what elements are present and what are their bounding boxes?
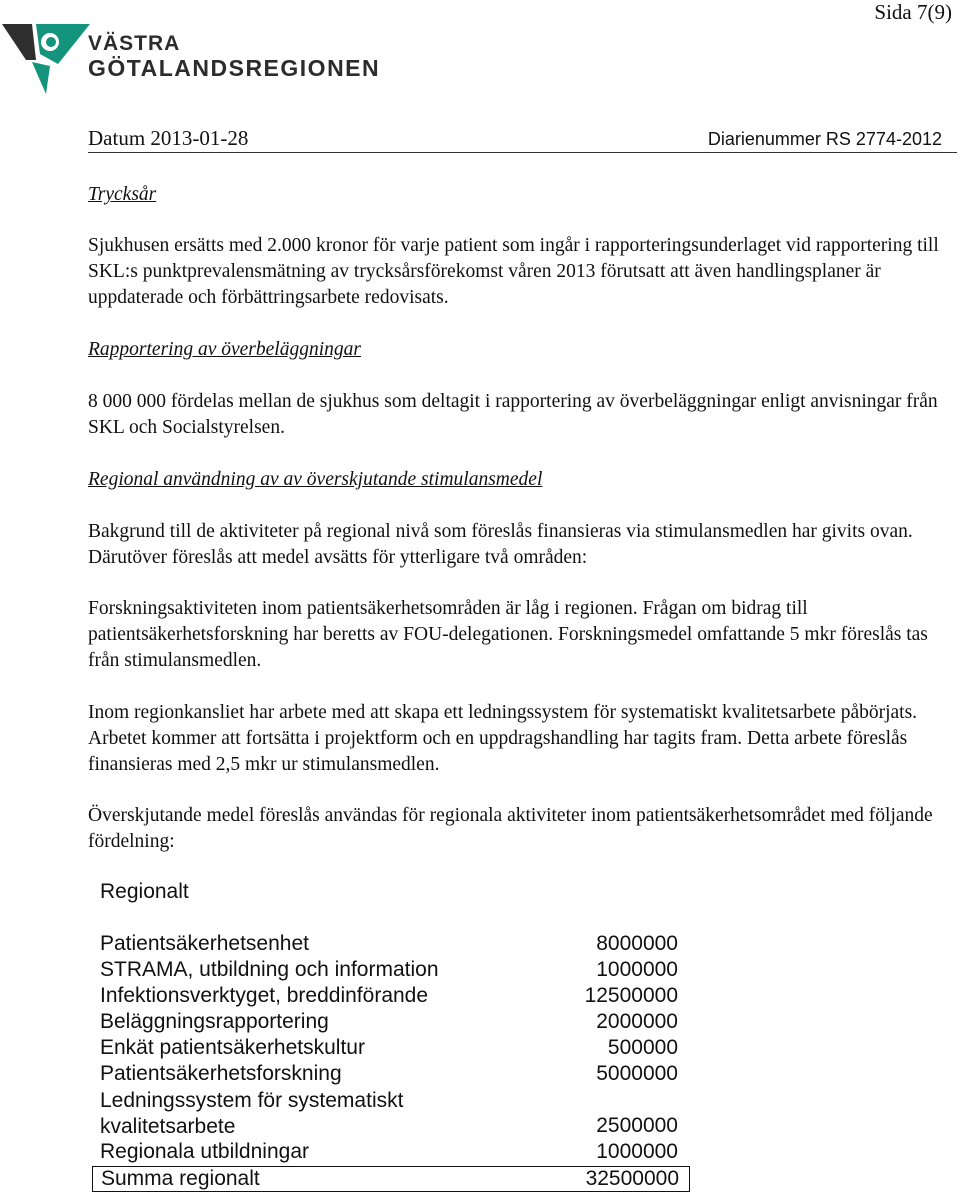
row-value: 5000000: [596, 1062, 678, 1085]
section-heading-trycksar: Trycksår: [88, 184, 157, 205]
row-label: Regionala utbildningar: [100, 1140, 309, 1163]
row-value: 1000000: [596, 1140, 678, 1163]
table-row: [92, 1062, 688, 1088]
logo-mark-icon: [2, 20, 92, 100]
row-label: Beläggningsrapportering: [100, 1010, 329, 1033]
paragraph-overbelaggningar: 8 000 000 fördelas mellan de sjukhus som deltagit i rapportering av överbeläggningar enligt anvisningar från SKL och Socialstyrelsen.: [88, 391, 938, 438]
document-date: Datum 2013-01-28: [88, 126, 249, 150]
row-label: Infektionsverktyget, breddinförande: [100, 984, 429, 1007]
paragraph-research: Forskningsaktiviteten inom patientsäkerhetsområden är låg i regionen. Frågan om bidrag till patientsäkerhetsforskning har beretts av FOU-delegationen. Forskningsmedel omfattande 5 mkr föreslås tas från stimulansmedlen.: [88, 598, 928, 671]
row-label-line2: kvalitetsarbete: [100, 1115, 236, 1138]
table-row: [92, 984, 688, 1010]
table-row: [92, 1036, 688, 1062]
row-value: 1000000: [596, 958, 678, 981]
paragraph-regional-background: Bakgrund till de aktiviteter på regional nivå som föreslås finansieras via stimulansmedlen har givits ovan. Därutöver föreslås att medel avsätts för ytterligare två områden:: [88, 521, 913, 568]
paragraph-management-system: Inom regionkansliet har arbete med att skapa ett ledningssystem för systematiskt kvalitetsarbete påbörjats. Arbetet kommer att fortsätta i projektform och en uppdragshandling har tagits fram. Detta arbete föreslås finansieras med 2,5 mkr ur stimulansmedlen.: [88, 702, 918, 775]
table-row: [92, 958, 688, 984]
logo-text-line2: GÖTALANDSREGIONEN: [88, 55, 381, 81]
row-label: Patientsäkerhetsforskning: [100, 1062, 342, 1085]
table-row: [92, 932, 688, 958]
table-total-row: [92, 1166, 690, 1192]
section-heading-regional: Regional användning av av överskjutande stimulansmedel: [88, 469, 543, 490]
row-label: Patientsäkerhetsenhet: [100, 932, 309, 955]
row-value: 8000000: [596, 932, 678, 955]
section-heading-overbelaggningar: Rapportering av överbeläggningar: [88, 339, 361, 360]
page-number: Sida 7(9): [874, 0, 952, 24]
table-title: Regionalt: [100, 880, 189, 903]
row-label: Enkät patientsäkerhetskultur: [100, 1036, 365, 1059]
logo-text-line1: VÄSTRA: [88, 32, 181, 55]
row-value: 2000000: [596, 1010, 678, 1033]
diary-number: Diarienummer RS 2774-2012: [707, 129, 942, 149]
total-value: 32500000: [585, 1167, 679, 1190]
header-divider: [88, 152, 957, 153]
paragraph-distribution: Överskjutande medel föreslås användas för regionala aktiviteter inom patientsäkerhetsområdet med följande fördelning:: [88, 805, 933, 852]
table-row: [92, 1140, 688, 1166]
table-row: [92, 1010, 688, 1036]
paragraph-trycksar: Sjukhusen ersätts med 2.000 kronor för varje patient som ingår i rapporteringsunderlaget vid rapportering till SKL:s punktprevalensmätning av trycksårsförekomst våren 2013 förutsatt att även handlingsplaner är uppdaterade och förbättringsarbete redovisats.: [88, 235, 939, 308]
row-value: 500000: [607, 1036, 678, 1059]
row-label-line1: Ledningssystem för systematiskt: [100, 1089, 404, 1112]
row-label: [100, 1088, 403, 1140]
row-value: 12500000: [584, 984, 678, 1007]
organization-logo: [2, 20, 381, 100]
row-label: STRAMA, utbildning och information: [100, 958, 439, 981]
row-value: 2500000: [596, 1114, 678, 1137]
table-row: [92, 1088, 688, 1140]
total-label: Summa regionalt: [101, 1167, 260, 1190]
